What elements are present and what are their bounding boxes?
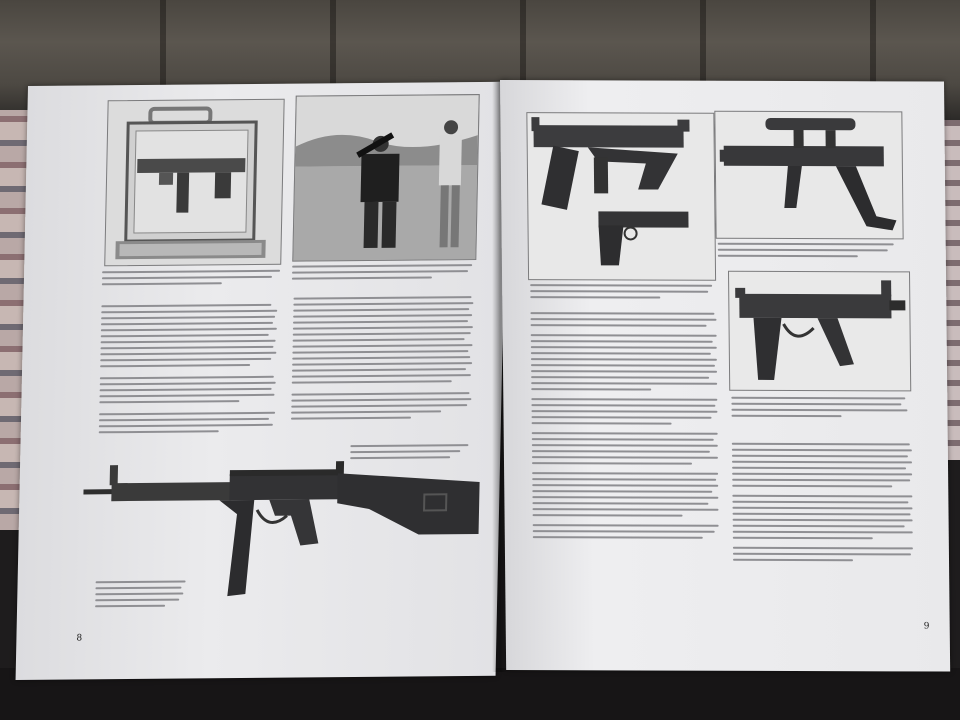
- caption-scoped-smg: [718, 243, 898, 262]
- briefcase-gun-photo: [104, 99, 284, 267]
- left-text-column-1: [99, 304, 278, 438]
- right-page: [500, 80, 950, 672]
- short-smg-pistol-photo: [526, 112, 716, 281]
- caption-top-left: [102, 270, 282, 290]
- caption-top-right: [292, 264, 474, 284]
- caption-short-smg: [530, 284, 714, 303]
- left-bottom-caption: [95, 581, 188, 612]
- compact-smg-photo: [728, 271, 911, 392]
- right-text-column-2: [732, 443, 913, 566]
- caption-compact-smg: [731, 397, 907, 422]
- shooting-range-photo: [292, 94, 479, 262]
- left-page-number: 8: [76, 633, 83, 644]
- scoped-smg-photo: [714, 111, 903, 240]
- right-text-column-1: [530, 312, 718, 543]
- left-mid-text: [350, 444, 470, 463]
- right-page-number: 9: [923, 621, 930, 632]
- left-text-column-2: [291, 296, 474, 424]
- left-page: [16, 82, 508, 680]
